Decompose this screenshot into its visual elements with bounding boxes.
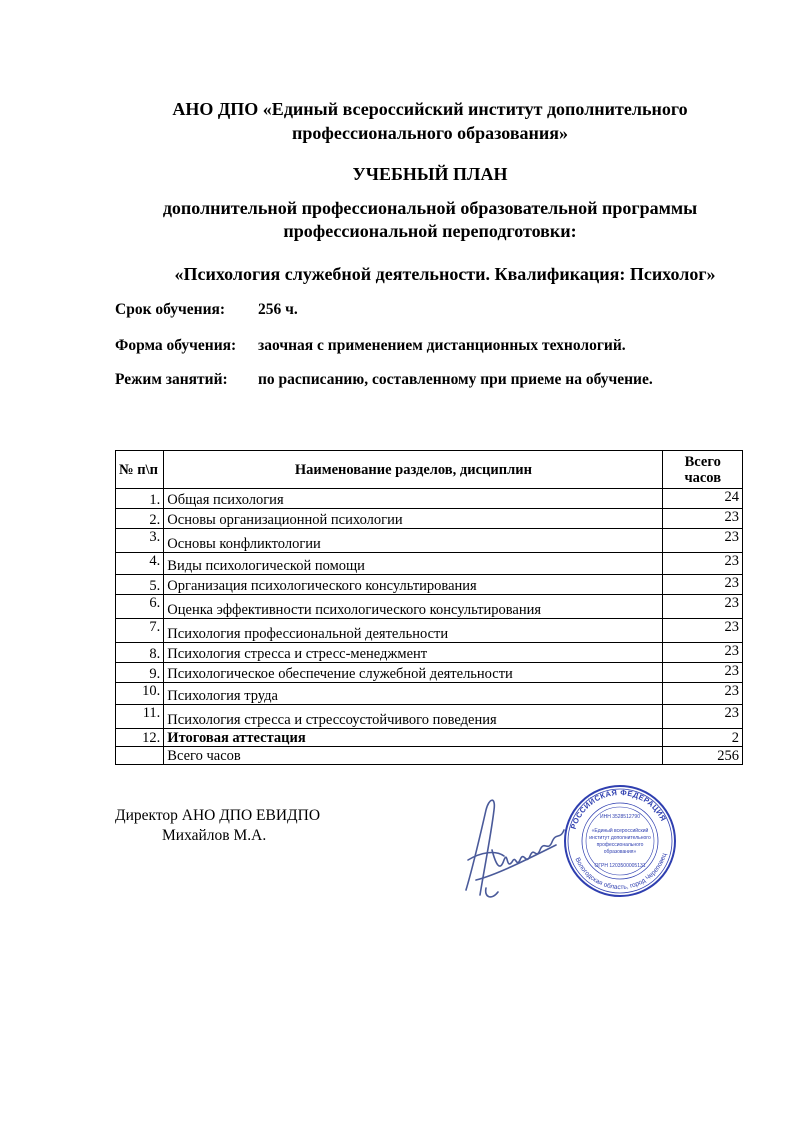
row-discipline: Общая психология	[164, 489, 663, 509]
table-row	[116, 595, 743, 619]
seal-ogrn: ОГРН 1203500005131	[594, 863, 646, 869]
row-hours: 23	[663, 575, 743, 595]
document-title: УЧЕБНЫЙ ПЛАН	[352, 164, 508, 184]
header-hours-line2: часов	[684, 469, 722, 486]
seal-center-line2: институт дополнительного	[589, 835, 651, 841]
organization-title-line2: профессионального образования»	[291, 123, 569, 143]
meta-duration-label: Срок обучения:	[115, 301, 226, 318]
row-hours: 2	[663, 729, 743, 747]
row-discipline: Итоговая аттестация	[164, 729, 663, 747]
row-hours: 23	[663, 595, 743, 619]
row-number: 6.	[116, 595, 164, 619]
row-number: 4.	[116, 553, 164, 575]
row-discipline: Психология стресса и стрессоустойчивого поведения	[164, 705, 663, 729]
row-number: 5.	[116, 575, 164, 595]
row-discipline: Психология профессиональной деятельности	[164, 619, 663, 643]
meta-study-form-label: Форма обучения:	[115, 337, 237, 354]
row-number: 8.	[116, 643, 164, 663]
header-hours-line1: Всего	[684, 453, 721, 470]
row-number: 10.	[116, 683, 164, 705]
row-discipline: Основы организационной психологии	[164, 509, 663, 529]
table-row	[116, 529, 743, 553]
program-name: «Психология служебной деятельности. Квалификация: Психолог»	[174, 264, 716, 284]
total-label: Всего часов	[164, 747, 663, 765]
row-discipline: Психологическое обеспечение служебной деятельности	[164, 663, 663, 683]
table-row	[116, 683, 743, 705]
seal-outer-bottom-text: Вологодская область, город Череповец	[573, 852, 669, 892]
meta-duration	[115, 300, 298, 320]
organization-seal	[563, 784, 677, 898]
row-number: 3.	[116, 529, 164, 553]
organization-title-line1: АНО ДПО «Единый всероссийский институт дополнительного	[172, 99, 688, 119]
table-row	[116, 705, 743, 729]
meta-schedule-label: Режим занятий:	[115, 371, 228, 388]
table-row	[116, 553, 743, 575]
row-number: 2.	[116, 509, 164, 529]
row-discipline: Оценка эффективности психологического консультирования	[164, 595, 663, 619]
meta-schedule	[115, 370, 653, 390]
row-hours: 23	[663, 643, 743, 663]
seal-center-line3: профессионального	[596, 842, 644, 848]
row-hours: 23	[663, 529, 743, 553]
row-discipline: Организация психологического консультирования	[164, 575, 663, 595]
header-discipline: Наименование разделов, дисциплин	[164, 451, 663, 489]
svg-text:РОССИЙСКАЯ ФЕДЕРАЦИЯ	[569, 788, 668, 830]
table-row	[116, 575, 743, 595]
handwritten-signature	[456, 790, 576, 905]
table-row-total	[116, 747, 743, 765]
row-hours: 23	[663, 509, 743, 529]
row-discipline: Психология стресса и стресс-менеджмент	[164, 643, 663, 663]
table-row	[116, 663, 743, 683]
director-signoff	[115, 806, 320, 846]
meta-schedule-value: по расписанию, составленному при приеме на обучение.	[258, 371, 653, 388]
director-position: Директор АНО ДПО ЕВИДПО	[115, 807, 321, 824]
director-name: Михайлов М.А.	[162, 827, 267, 844]
row-number: 12.	[116, 729, 164, 747]
table-row	[116, 489, 743, 509]
table-header-row	[116, 451, 743, 489]
header-hours	[663, 451, 743, 489]
organization-title	[60, 97, 800, 145]
program-description-line2: профессиональной переподготовки:	[283, 221, 577, 241]
row-number: 1.	[116, 489, 164, 509]
seal-inn: ИНН 3528512790	[599, 814, 641, 820]
seal-outer-text: РОССИЙСКАЯ ФЕДЕРАЦИЯ	[568, 787, 669, 831]
row-hours: 23	[663, 683, 743, 705]
row-discipline: Виды психологической помощи	[164, 553, 663, 575]
row-hours: 23	[663, 553, 743, 575]
seal-center-line4: образования»	[603, 849, 637, 855]
program-description-line1: дополнительной профессиональной образовательной программы	[162, 198, 698, 218]
row-hours: 23	[663, 663, 743, 683]
seal-center-line1: «Единый всероссийский	[591, 828, 649, 834]
row-discipline: Психология труда	[164, 683, 663, 705]
header-number: № п\п	[116, 451, 164, 489]
row-hours: 23	[663, 705, 743, 729]
meta-duration-value: 256 ч.	[258, 301, 298, 318]
table-row	[116, 643, 743, 663]
program-description	[60, 197, 800, 243]
row-discipline: Основы конфликтологии	[164, 529, 663, 553]
curriculum-table	[115, 450, 743, 765]
row-number: 11.	[116, 705, 164, 729]
meta-study-form-value: заочная с применением дистанционных технологий.	[258, 337, 626, 354]
table-row	[116, 619, 743, 643]
row-number: 7.	[116, 619, 164, 643]
total-hours: 256	[663, 747, 743, 765]
table-row-final-attestation	[116, 729, 743, 747]
row-hours: 23	[663, 619, 743, 643]
row-number: 9.	[116, 663, 164, 683]
meta-study-form	[115, 336, 626, 356]
total-number	[116, 747, 164, 765]
row-hours: 24	[663, 489, 743, 509]
table-row	[116, 509, 743, 529]
